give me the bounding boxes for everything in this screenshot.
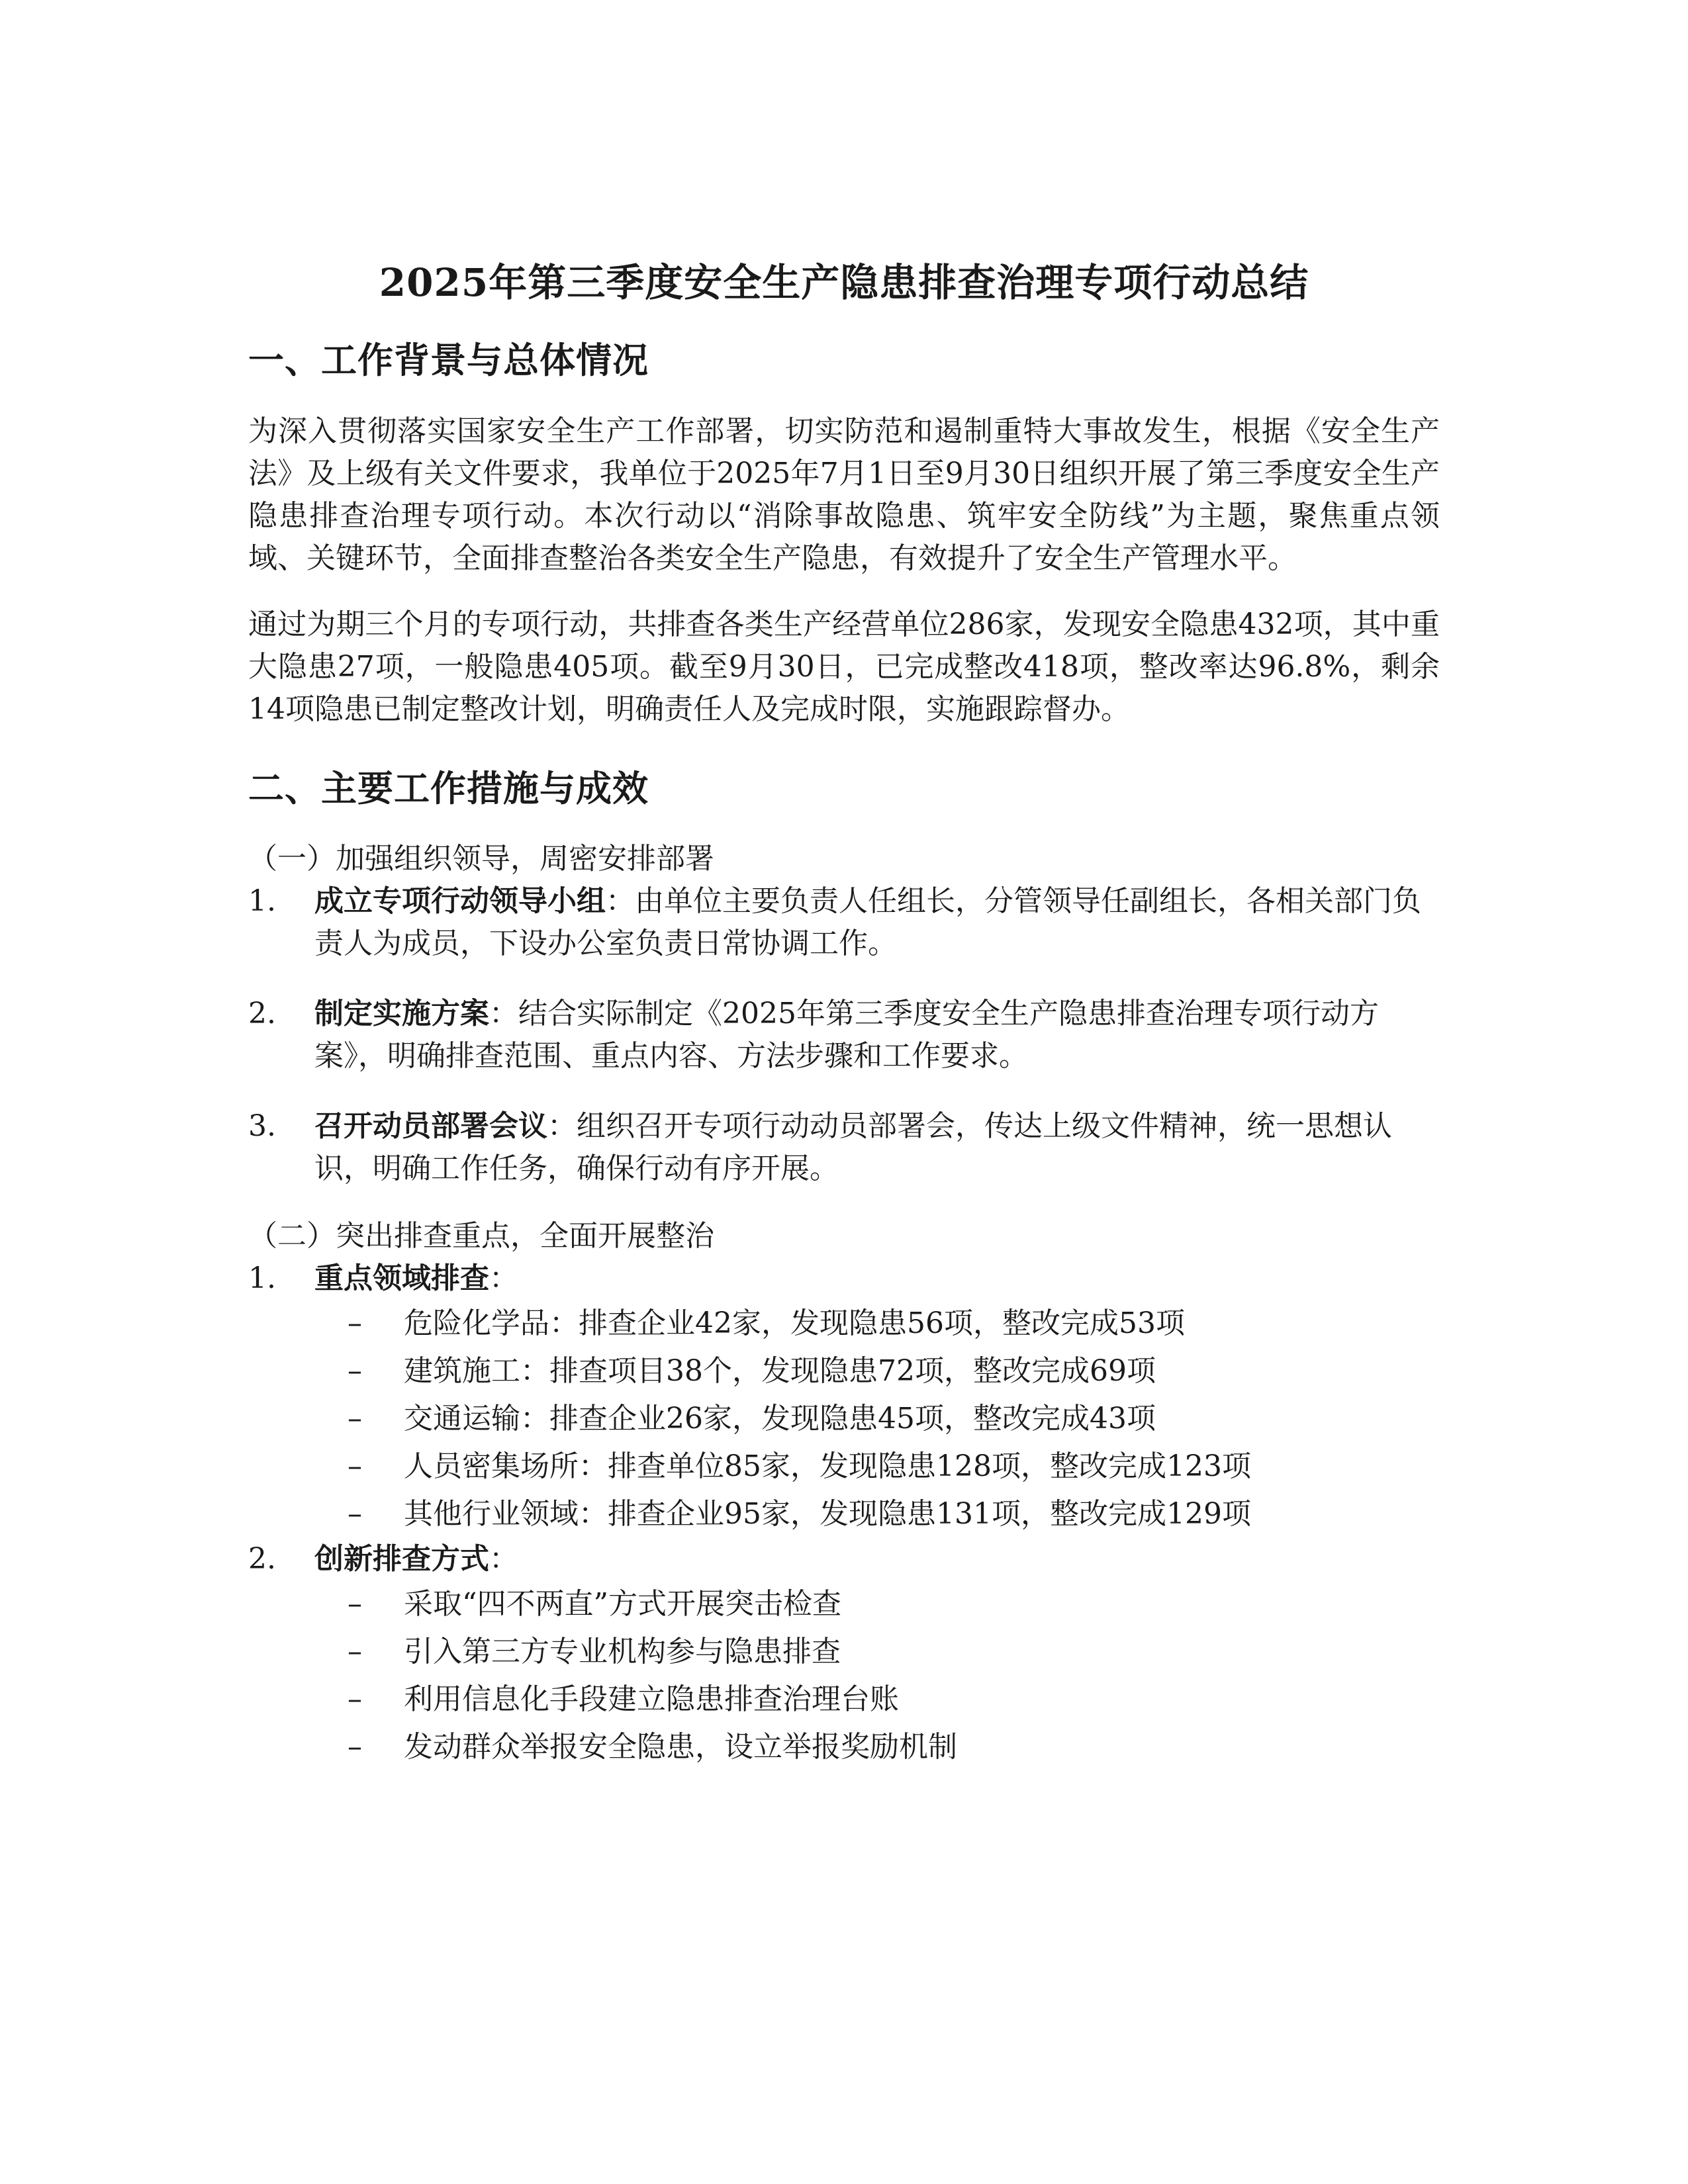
sublist-item bbox=[348, 1395, 1440, 1443]
sublist-item bbox=[348, 1300, 1440, 1347]
list-item-colon: ： bbox=[489, 1541, 518, 1576]
sublist-item bbox=[348, 1676, 1440, 1723]
sublist-item-text: 引入第三方专业机构参与隐患排查 bbox=[404, 1634, 841, 1668]
paragraph-overview: 通过为期三个月的专项行动，共排查各类生产经营单位286家，发现安全隐患432项，其中重大隐患27项，一般隐患405项。截至9月30日，已完成整改418项，整改率达96.8%，剩余14项隐患已制定整改计划，明确责任人及完成时限，实施跟踪督办。 bbox=[248, 607, 1440, 726]
subheading-organization: （一）加强组织领导，周密安排部署 bbox=[248, 841, 714, 876]
sublist-item-text: 危险化学品：排查企业42家，发现隐患56项，整改完成53项 bbox=[404, 1306, 1185, 1340]
list-number: 1. bbox=[248, 884, 276, 918]
list-item-text: ：组织召开专项行动动员部署会，传达上级文件精神，统一思想认识，明确工作任务，确保行动有序开展。 bbox=[314, 1109, 1392, 1185]
list-item bbox=[248, 1257, 1440, 1300]
section-heading-background: 一、工作背景与总体情况 bbox=[248, 339, 649, 382]
list-item-lead: 重点领域排查 bbox=[314, 1261, 489, 1295]
list-item-body bbox=[314, 880, 1440, 965]
list-item-text: ：结合实际制定《2025年第三季度安全生产隐患排查治理专项行动方案》，明确排查范围、重点内容、方法步骤和工作要求。 bbox=[314, 996, 1379, 1073]
list-item bbox=[248, 1538, 1440, 1580]
list-number: 3. bbox=[248, 1109, 276, 1143]
list-item-lead: 创新排查方式 bbox=[314, 1541, 489, 1576]
dash-bullet: – bbox=[348, 1496, 362, 1531]
sublist-item bbox=[348, 1580, 1440, 1628]
list-item-lead: 召开动员部署会议 bbox=[314, 1109, 547, 1143]
dash-bullet: – bbox=[348, 1449, 362, 1483]
dash-bullet: – bbox=[348, 1634, 362, 1668]
list-item-body bbox=[314, 1538, 1440, 1580]
list-item bbox=[248, 993, 1440, 1077]
list-item-body bbox=[314, 1105, 1440, 1190]
document-title: 2025年第三季度安全生产隐患排查治理专项行动总结 bbox=[379, 260, 1309, 305]
sublist-item bbox=[348, 1723, 1440, 1771]
sublist-item-text: 采取“四不两直”方式开展突击检查 bbox=[404, 1586, 841, 1621]
dash-bullet: – bbox=[348, 1306, 362, 1340]
sublist-item-text: 交通运输：排查企业26家，发现隐患45项，整改完成43项 bbox=[404, 1401, 1156, 1435]
list-item bbox=[248, 1105, 1440, 1190]
sublist-item-text: 利用信息化手段建立隐患排查治理台账 bbox=[404, 1682, 899, 1716]
dash-bullet: – bbox=[348, 1401, 362, 1435]
list-number: 2. bbox=[248, 996, 276, 1030]
organization-list bbox=[248, 880, 1440, 1190]
sublist-item-text: 人员密集场所：排查单位85家，发现隐患128项，整改完成123项 bbox=[404, 1449, 1251, 1483]
methods-list bbox=[248, 1538, 1440, 1580]
list-item-text: ：由单位主要负责人任组长，分管领导任副组长，各相关部门负责人为成员，下设办公室负责日常协调工作。 bbox=[314, 884, 1421, 960]
sublist-item bbox=[348, 1628, 1440, 1676]
dash-bullet: – bbox=[348, 1353, 362, 1388]
list-item bbox=[248, 880, 1440, 965]
list-item-colon: ： bbox=[489, 1261, 518, 1295]
document-page bbox=[248, 258, 1440, 1771]
dash-bullet: – bbox=[348, 1729, 362, 1764]
methods-sublist bbox=[248, 1580, 1440, 1771]
dash-bullet: – bbox=[348, 1586, 362, 1621]
sublist-item bbox=[348, 1347, 1440, 1395]
sublist-item-text: 其他行业领域：排查企业95家，发现隐患131项，整改完成129项 bbox=[404, 1496, 1251, 1531]
list-number: 2. bbox=[248, 1541, 276, 1576]
sublist-item bbox=[348, 1443, 1440, 1490]
dash-bullet: – bbox=[348, 1682, 362, 1716]
list-number: 1. bbox=[248, 1261, 276, 1295]
subheading-key-areas: （二）突出排查重点，全面开展整治 bbox=[248, 1218, 714, 1253]
key-areas-list bbox=[248, 1257, 1440, 1300]
sublist-item-text: 建筑施工：排查项目38个，发现隐患72项，整改完成69项 bbox=[404, 1353, 1156, 1388]
section-heading-measures: 二、主要工作措施与成效 bbox=[248, 766, 649, 809]
paragraph-background: 为深入贯彻落实国家安全生产工作部署，切实防范和遏制重特大事故发生，根据《安全生产法》及上级有关文件要求，我单位于2025年7月1日至9月30日组织开展了第三季度安全生产隐患排查治理专项行动。本次行动以“消除事故隐患、筑牢安全防线”为主题，聚焦重点领域、关键环节，全面排查整治各类安全生产隐患，有效提升了安全生产管理水平。 bbox=[248, 414, 1440, 575]
list-item-body bbox=[314, 993, 1440, 1077]
sublist-item-text: 发动群众举报安全隐患，设立举报奖励机制 bbox=[404, 1729, 957, 1764]
list-item-lead: 制定实施方案 bbox=[314, 996, 489, 1030]
list-item-lead: 成立专项行动领导小组 bbox=[314, 884, 606, 918]
key-areas-sublist bbox=[248, 1300, 1440, 1538]
list-item-body bbox=[314, 1257, 1440, 1300]
sublist-item bbox=[348, 1490, 1440, 1538]
